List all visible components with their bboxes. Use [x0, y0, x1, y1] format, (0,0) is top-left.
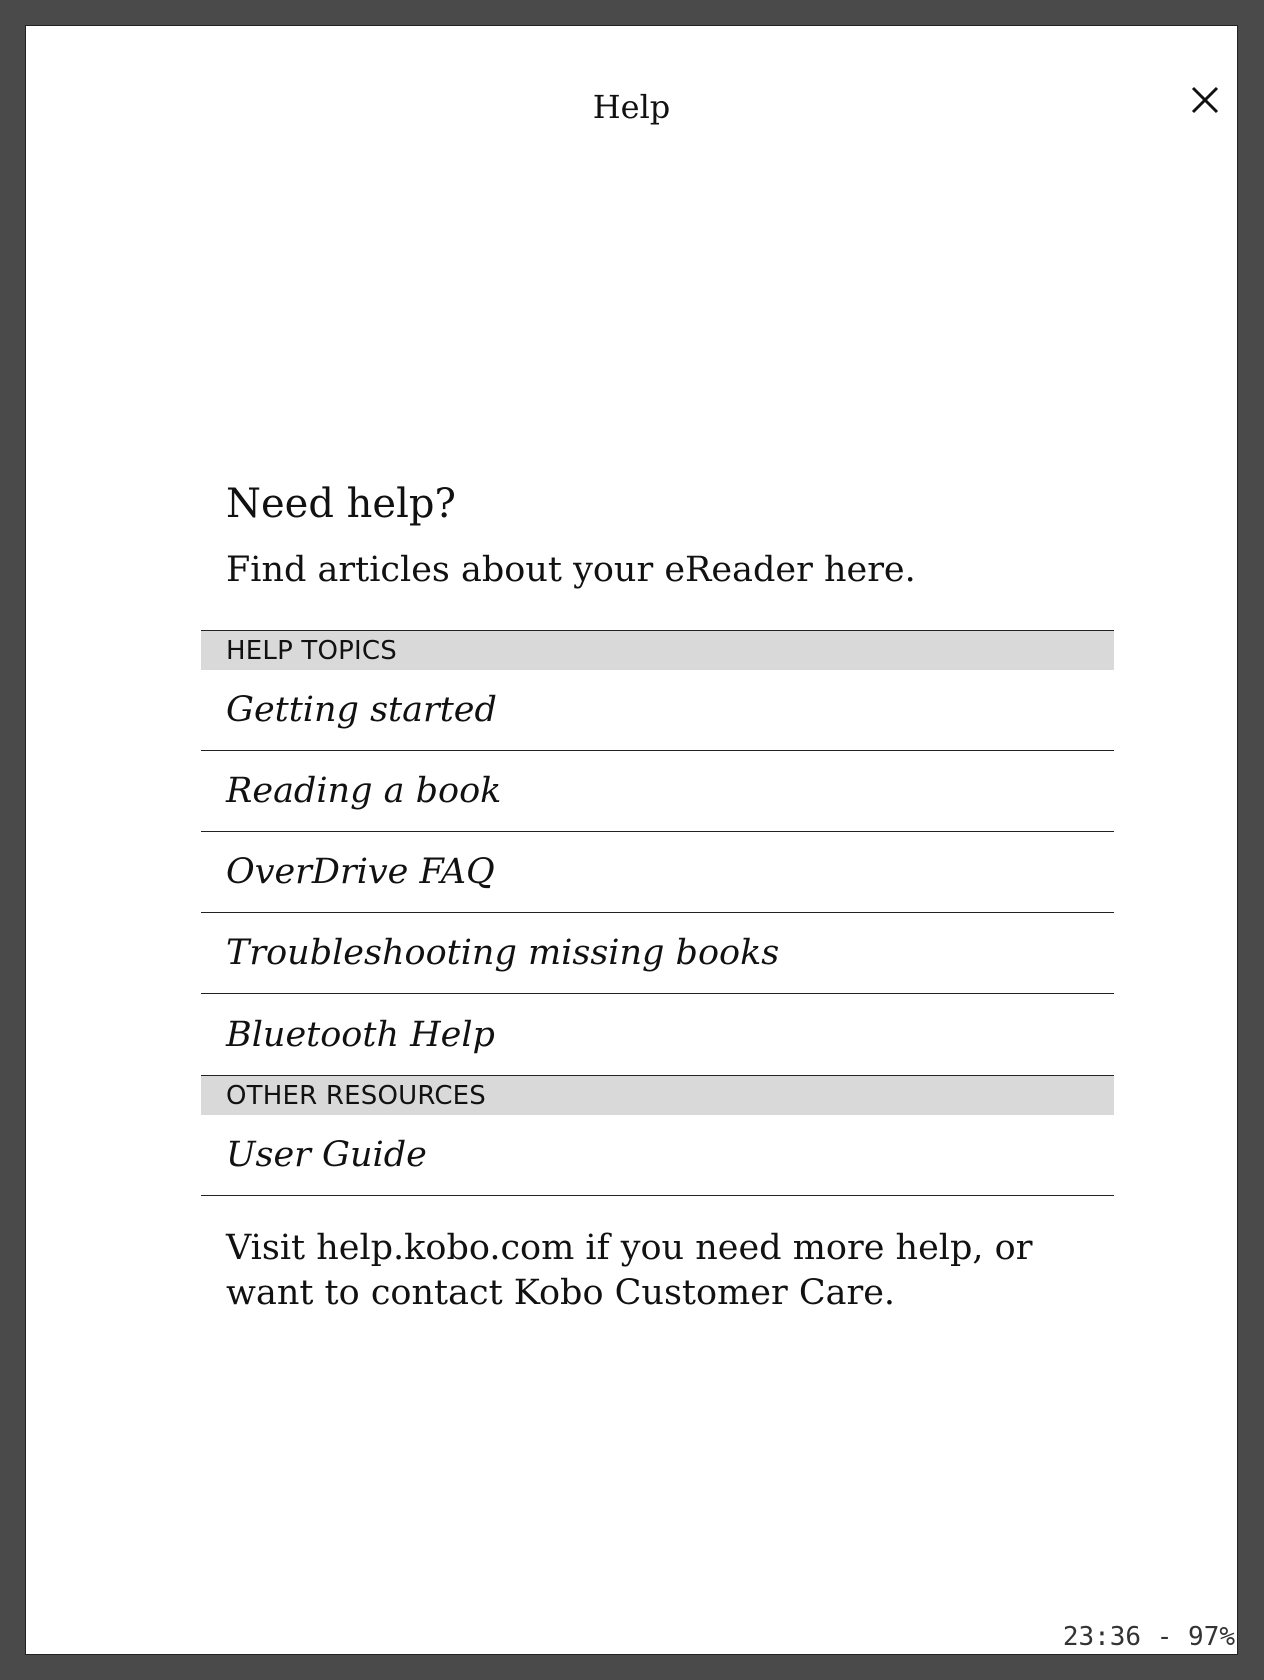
- topic-getting-started[interactable]: Getting started: [201, 670, 1114, 751]
- help-content: [201, 478, 1114, 1316]
- close-button[interactable]: [1169, 64, 1241, 136]
- status-bar-time-battery: 23:36 - 97%: [1062, 1622, 1235, 1652]
- section-header-other-resources: OTHER RESOURCES: [201, 1075, 1114, 1115]
- other-resources-list: [201, 1115, 1114, 1196]
- section-header-help-topics: HELP TOPICS: [201, 630, 1114, 670]
- page-title: Help: [592, 88, 671, 126]
- topic-bluetooth-help[interactable]: Bluetooth Help: [226, 1014, 495, 1055]
- help-heading: Need help?: [226, 481, 456, 527]
- help-screen: [25, 25, 1238, 1655]
- topic-reading-a-book[interactable]: Reading a book: [201, 751, 1114, 832]
- help-topics-list: [201, 670, 1114, 1075]
- close-icon: [1191, 86, 1219, 114]
- help-footer-text: Visit help.kobo.com if you need more help, or want to contact Kobo Customer Care.: [226, 1228, 1033, 1313]
- topic-overdrive-faq[interactable]: OverDrive FAQ: [201, 832, 1114, 913]
- topic-troubleshooting-missing-books[interactable]: Troubleshooting missing books: [201, 913, 1114, 994]
- help-subtitle: Find articles about your eReader here.: [226, 550, 916, 590]
- resource-user-guide[interactable]: User Guide: [201, 1115, 1114, 1196]
